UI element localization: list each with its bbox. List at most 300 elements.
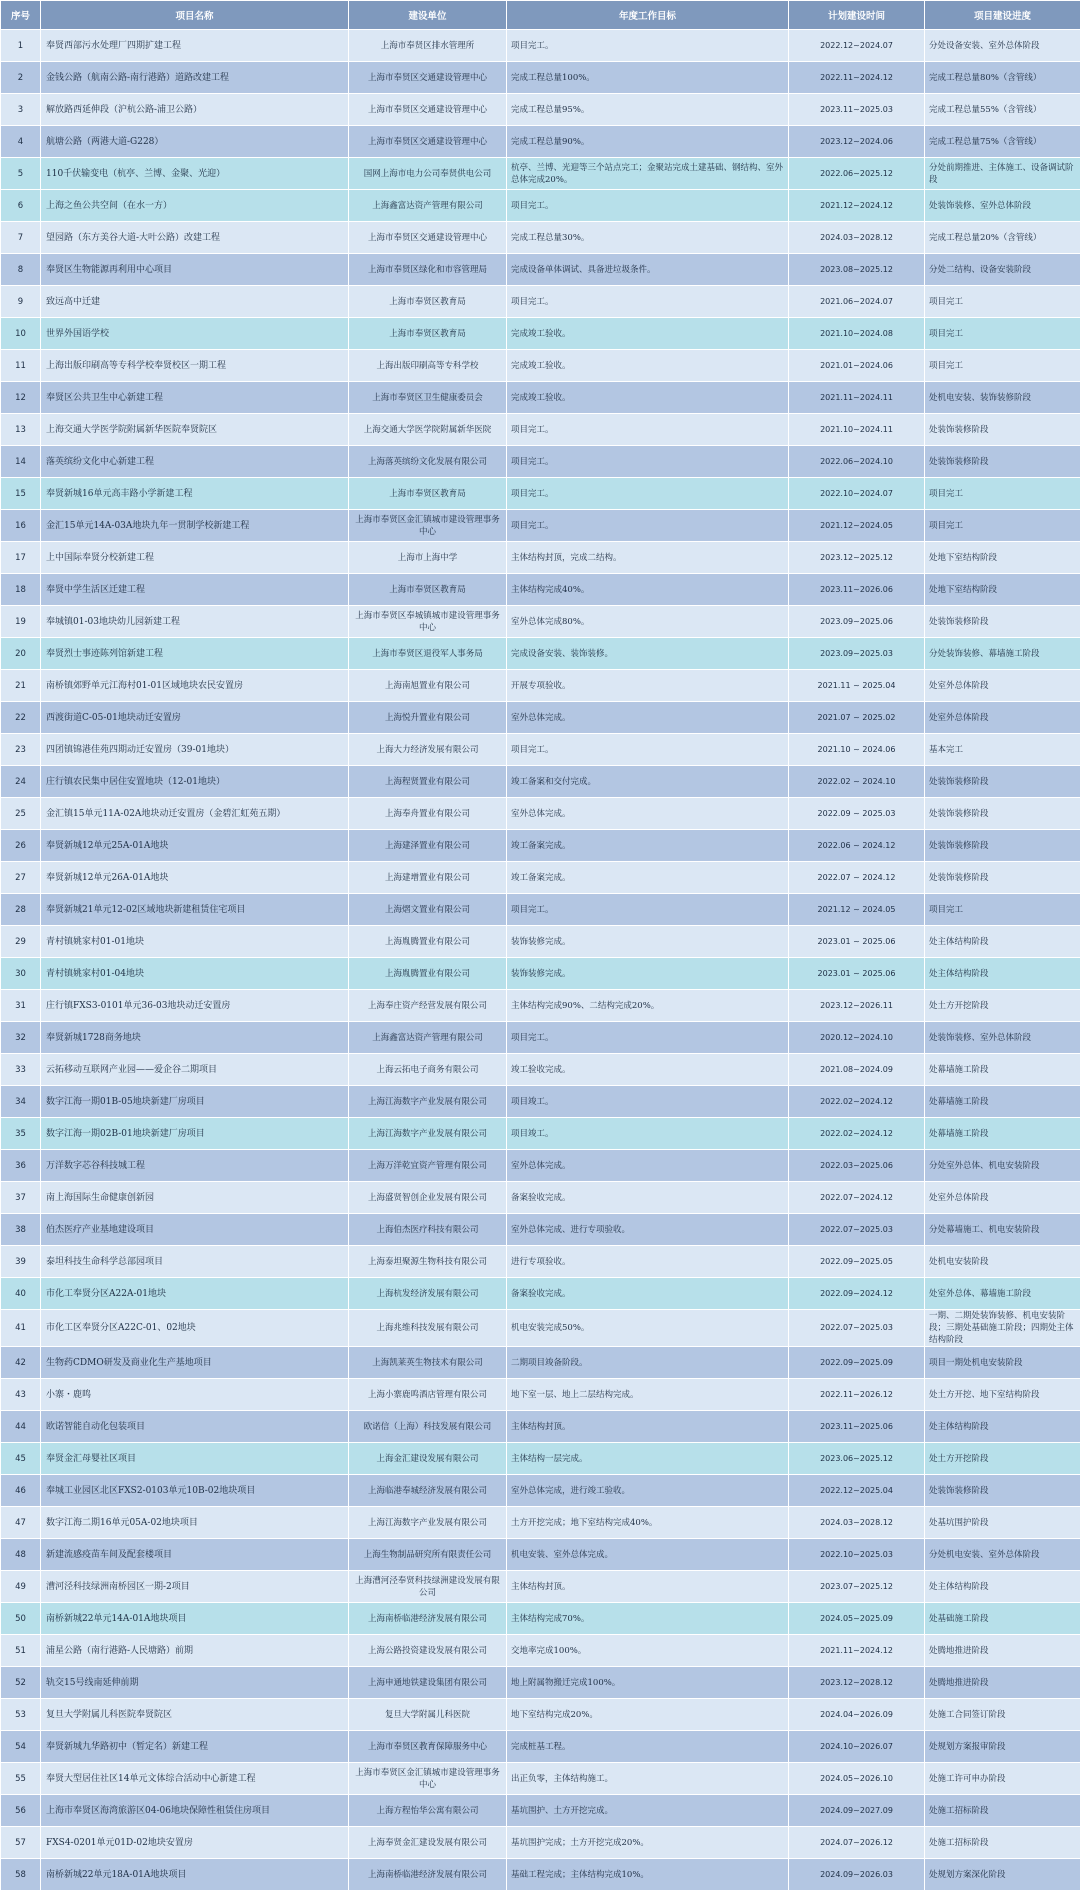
project-name-cell: 奉贤新城九华路初中（暂定名）新建工程 (41, 1731, 349, 1763)
construction-unit-cell: 上海市奉贤区金汇镇城市建设管理事务中心 (349, 510, 507, 542)
progress-cell: 分处二结构、设备安装阶段 (925, 254, 1080, 286)
planned-time-cell: 2022.09~2024.12 (789, 1278, 925, 1310)
serial-number-cell: 33 (1, 1054, 41, 1086)
construction-unit-cell: 上海南桥临港经济发展有限公司 (349, 1859, 507, 1891)
table-row (1, 190, 1080, 222)
serial-number-cell: 35 (1, 1118, 41, 1150)
annual-goal-cell: 室外总体完成、进行专项验收。 (507, 1214, 789, 1246)
annual-goal-cell: 室外总体完成80%。 (507, 606, 789, 638)
annual-goal-cell: 基坑围护、土方开挖完成。 (507, 1795, 789, 1827)
planned-time-cell: 2022.03~2025.06 (789, 1150, 925, 1182)
project-name-cell: 上海交通大学医学院附属新华医院奉贤院区 (41, 414, 349, 446)
planned-time-cell: 2023.12~2025.12 (789, 542, 925, 574)
progress-cell: 处施工招标阶段 (925, 1827, 1080, 1859)
serial-number-cell: 50 (1, 1603, 41, 1635)
annual-goal-cell: 进行专项验收。 (507, 1246, 789, 1278)
project-name-cell: 轨交15号线南延伸前期 (41, 1667, 349, 1699)
annual-goal-cell: 项目竣工。 (507, 1086, 789, 1118)
planned-time-cell: 2022.02 ~ 2024.10 (789, 766, 925, 798)
construction-unit-cell: 上海市奉贤区教育局 (349, 574, 507, 606)
annual-goal-cell: 项目完工。 (507, 478, 789, 510)
construction-unit-cell: 上海鑫富达资产管理有限公司 (349, 1022, 507, 1054)
annual-goal-cell: 土方开挖完成；地下室结构完成40%。 (507, 1507, 789, 1539)
planned-time-cell: 2022.09 ~ 2025.03 (789, 798, 925, 830)
planned-time-cell: 2024.05~2026.10 (789, 1763, 925, 1795)
serial-number-cell: 55 (1, 1763, 41, 1795)
table-row (1, 1731, 1080, 1763)
construction-unit-cell: 上海南旭置业有限公司 (349, 670, 507, 702)
planned-time-cell: 2023.01 ~ 2025.06 (789, 926, 925, 958)
planned-time-cell: 2022.09~2025.05 (789, 1246, 925, 1278)
progress-cell: 处室外总体阶段 (925, 1182, 1080, 1214)
project-name-cell: 奉贤中学生活区迁建工程 (41, 574, 349, 606)
planned-time-cell: 2022.09~2025.09 (789, 1347, 925, 1379)
project-name-cell: 西渡街道C-05-01地块动迁安置房 (41, 702, 349, 734)
planned-time-cell: 2023.06~2025.12 (789, 1443, 925, 1475)
table-row (1, 1182, 1080, 1214)
project-name-cell: 数字江海一期01B-05地块新建厂房项目 (41, 1086, 349, 1118)
serial-number-cell: 23 (1, 734, 41, 766)
planned-time-cell: 2022.11~2024.12 (789, 62, 925, 94)
serial-number-cell: 9 (1, 286, 41, 318)
construction-unit-cell: 上海出版印刷高等专科学校 (349, 350, 507, 382)
annual-goal-cell: 装饰装修完成。 (507, 958, 789, 990)
table-row (1, 1379, 1080, 1411)
progress-cell: 处室外总体阶段 (925, 670, 1080, 702)
progress-cell: 处基坑围护阶段 (925, 1507, 1080, 1539)
project-name-cell: 解放路西延伸段（沪杭公路-浦卫公路） (41, 94, 349, 126)
project-name-cell: 泰坦科技生命科学总部园项目 (41, 1246, 349, 1278)
table-row (1, 798, 1080, 830)
planned-time-cell: 2024.09~2026.03 (789, 1859, 925, 1891)
project-name-cell: 奉城镇01-03地块幼儿园新建工程 (41, 606, 349, 638)
planned-time-cell: 2021.12~2024.12 (789, 190, 925, 222)
progress-cell: 处幕墙施工阶段 (925, 1054, 1080, 1086)
construction-unit-cell: 上海江海数字产业发展有限公司 (349, 1086, 507, 1118)
project-name-cell: 复旦大学附属儿科医院奉贤院区 (41, 1699, 349, 1731)
progress-cell: 处规划方案深化阶段 (925, 1859, 1080, 1891)
table-row (1, 94, 1080, 126)
project-name-cell: 浦星公路（南行港路-人民塘路）前期 (41, 1635, 349, 1667)
progress-cell: 处装饰装修阶段 (925, 1475, 1080, 1507)
annual-goal-cell: 装饰装修完成。 (507, 926, 789, 958)
project-name-cell: 新建流感疫苗车间及配套楼项目 (41, 1539, 349, 1571)
progress-cell: 分处机电安装、室外总体阶段 (925, 1539, 1080, 1571)
table-row (1, 1150, 1080, 1182)
construction-unit-cell: 上海市奉贤区教育保障服务中心 (349, 1731, 507, 1763)
annual-goal-cell: 项目完工。 (507, 1022, 789, 1054)
serial-number-cell: 29 (1, 926, 41, 958)
progress-cell: 处幕墙施工阶段 (925, 1086, 1080, 1118)
project-name-cell: 奉贤西部污水处理厂四期扩建工程 (41, 30, 349, 62)
table-row (1, 1859, 1080, 1891)
construction-unit-cell: 上海云拓电子商务有限公司 (349, 1054, 507, 1086)
table-row (1, 958, 1080, 990)
construction-unit-cell: 上海江海数字产业发展有限公司 (349, 1118, 507, 1150)
planned-time-cell: 2022.07 ~ 2024.12 (789, 862, 925, 894)
progress-cell: 处地下室结构阶段 (925, 542, 1080, 574)
annual-goal-cell: 出正负零，主体结构施工。 (507, 1763, 789, 1795)
header-project-name: 项目名称 (41, 1, 349, 30)
progress-cell: 处腾地推进阶段 (925, 1667, 1080, 1699)
progress-cell: 处基础施工阶段 (925, 1603, 1080, 1635)
table-row (1, 542, 1080, 574)
table-row (1, 510, 1080, 542)
planned-time-cell: 2023.12~2024.06 (789, 126, 925, 158)
project-name-cell: 青村镇姚家村01-01地块 (41, 926, 349, 958)
annual-goal-cell: 机电安装完成50%。 (507, 1310, 789, 1347)
planned-time-cell: 2023.11~2025.03 (789, 94, 925, 126)
planned-time-cell: 2021.06~2024.07 (789, 286, 925, 318)
annual-goal-cell: 主体结构一层完成。 (507, 1443, 789, 1475)
construction-unit-cell: 上海公路投资建设发展有限公司 (349, 1635, 507, 1667)
project-name-cell: 南桥镇郊野单元江海村01-01区域地块农民安置房 (41, 670, 349, 702)
construction-unit-cell: 上海建泽置业有限公司 (349, 830, 507, 862)
progress-cell: 完成工程总量80%（含管线） (925, 62, 1080, 94)
construction-unit-cell: 上海小寨鹿鸣酒店管理有限公司 (349, 1379, 507, 1411)
progress-cell: 处装饰装修阶段 (925, 606, 1080, 638)
construction-unit-cell: 上海市奉贤区卫生健康委员会 (349, 382, 507, 414)
construction-unit-cell: 上海程贤置业有限公司 (349, 766, 507, 798)
progress-cell: 一期、二期处装饰装修、机电安装阶段；三期处基础施工阶段；四期处主体结构阶段 (925, 1310, 1080, 1347)
progress-cell: 处装饰装修阶段 (925, 446, 1080, 478)
construction-unit-cell: 上海伯杰医疗科技有限公司 (349, 1214, 507, 1246)
table-row (1, 734, 1080, 766)
construction-unit-cell: 上海盛贤智创企业发展有限公司 (349, 1182, 507, 1214)
project-name-cell: 南桥新城22单元14A-01A地块项目 (41, 1603, 349, 1635)
serial-number-cell: 25 (1, 798, 41, 830)
progress-cell: 处腾地推进阶段 (925, 1635, 1080, 1667)
serial-number-cell: 45 (1, 1443, 41, 1475)
project-name-cell: FXS4-0201单元01D-02地块安置房 (41, 1827, 349, 1859)
project-name-cell: 奉贤新城12单元26A-01A地块 (41, 862, 349, 894)
construction-unit-cell: 上海杭发经济发展有限公司 (349, 1278, 507, 1310)
table-row (1, 1411, 1080, 1443)
project-name-cell: 上海之鱼公共空间（在水一方） (41, 190, 349, 222)
construction-unit-cell: 上海兆维科技发展有限公司 (349, 1310, 507, 1347)
progress-cell: 处规划方案报审阶段 (925, 1731, 1080, 1763)
progress-cell: 项目一期处机电安装阶段 (925, 1347, 1080, 1379)
project-name-cell: 奉贤新城21单元12-02区域地块新建租赁住宅项目 (41, 894, 349, 926)
annual-goal-cell: 基础工程完成；主体结构完成10%。 (507, 1859, 789, 1891)
annual-goal-cell: 项目完工。 (507, 734, 789, 766)
construction-unit-cell: 上海金汇建设发展有限公司 (349, 1443, 507, 1475)
progress-cell: 处主体结构阶段 (925, 1411, 1080, 1443)
planned-time-cell: 2022.02~2024.12 (789, 1086, 925, 1118)
project-name-cell: 奉贤区生物能源再利用中心项目 (41, 254, 349, 286)
planned-time-cell: 2021.10 ~ 2024.06 (789, 734, 925, 766)
serial-number-cell: 26 (1, 830, 41, 862)
planned-time-cell: 2023.09~2025.06 (789, 606, 925, 638)
planned-time-cell: 2023.07~2025.12 (789, 1571, 925, 1603)
progress-cell: 项目完工 (925, 894, 1080, 926)
annual-goal-cell: 完成竣工验收。 (507, 350, 789, 382)
serial-number-cell: 20 (1, 638, 41, 670)
construction-unit-cell: 上海市奉贤区交通建设管理中心 (349, 94, 507, 126)
progress-cell: 分处装饰装修、幕墙施工阶段 (925, 638, 1080, 670)
construction-unit-cell: 上海万洋乾宜资产管理有限公司 (349, 1150, 507, 1182)
project-name-cell: 南桥新城22单元18A-01A地块项目 (41, 1859, 349, 1891)
table-row (1, 894, 1080, 926)
table-row (1, 1795, 1080, 1827)
annual-goal-cell: 开展专项验收。 (507, 670, 789, 702)
construction-unit-cell: 上海泰坦聚源生物科技有限公司 (349, 1246, 507, 1278)
annual-goal-cell: 完成工程总量100%。 (507, 62, 789, 94)
progress-cell: 处装饰装修阶段 (925, 766, 1080, 798)
serial-number-cell: 54 (1, 1731, 41, 1763)
progress-cell: 分处幕墙施工、机电安装阶段 (925, 1214, 1080, 1246)
table-row (1, 350, 1080, 382)
annual-goal-cell: 完成竣工验收。 (507, 318, 789, 350)
project-name-cell: 致远高中迁建 (41, 286, 349, 318)
serial-number-cell: 14 (1, 446, 41, 478)
planned-time-cell: 2022.06~2025.12 (789, 158, 925, 190)
annual-goal-cell: 项目完工。 (507, 414, 789, 446)
serial-number-cell: 52 (1, 1667, 41, 1699)
project-name-cell: 落英缤纷文化中心新建工程 (41, 446, 349, 478)
construction-unit-cell: 上海市奉贤区教育局 (349, 286, 507, 318)
annual-goal-cell: 地上附属物搬迁完成100%。 (507, 1667, 789, 1699)
table-row (1, 1118, 1080, 1150)
project-name-cell: 万洋数字芯谷科技城工程 (41, 1150, 349, 1182)
progress-cell: 完成工程总量75%（含管线） (925, 126, 1080, 158)
serial-number-cell: 1 (1, 30, 41, 62)
project-name-cell: 生物药CDMO研发及商业化生产基地项目 (41, 1347, 349, 1379)
header-planned-time: 计划建设时间 (789, 1, 925, 30)
construction-unit-cell: 上海凯莱英生物技术有限公司 (349, 1347, 507, 1379)
planned-time-cell: 2020.12~2024.10 (789, 1022, 925, 1054)
annual-goal-cell: 完成设备单体调试、具备进垃圾条件。 (507, 254, 789, 286)
construction-unit-cell: 上海悦升置业有限公司 (349, 702, 507, 734)
project-name-cell: 奉城工业园区北区FXS2-0103单元10B-02地块项目 (41, 1475, 349, 1507)
project-name-cell: 市化工区奉贤分区A22C-01、02地块 (41, 1310, 349, 1347)
progress-cell: 分处室外总体、机电安装阶段 (925, 1150, 1080, 1182)
serial-number-cell: 34 (1, 1086, 41, 1118)
construction-unit-cell: 上海市奉贤区奉城镇城市建设管理事务中心 (349, 606, 507, 638)
annual-goal-cell: 地下室结构完成20%。 (507, 1699, 789, 1731)
table-row (1, 478, 1080, 510)
serial-number-cell: 21 (1, 670, 41, 702)
planned-time-cell: 2022.10~2024.07 (789, 478, 925, 510)
planned-time-cell: 2021.10~2024.08 (789, 318, 925, 350)
annual-goal-cell: 室外总体完成。 (507, 702, 789, 734)
planned-time-cell: 2023.12~2026.11 (789, 990, 925, 1022)
table-row (1, 1086, 1080, 1118)
planned-time-cell: 2021.08~2024.09 (789, 1054, 925, 1086)
progress-cell: 处主体结构阶段 (925, 1571, 1080, 1603)
table-row (1, 158, 1080, 190)
project-name-cell: 世界外国语学校 (41, 318, 349, 350)
annual-goal-cell: 主体结构完成40%。 (507, 574, 789, 606)
progress-cell: 处土方开挖阶段 (925, 1443, 1080, 1475)
project-name-cell: 奉贤大型居住社区14单元文体综合活动中心新建工程 (41, 1763, 349, 1795)
construction-unit-cell: 上海交通大学医学院附属新华医院 (349, 414, 507, 446)
table-row (1, 126, 1080, 158)
table-row (1, 1347, 1080, 1379)
serial-number-cell: 40 (1, 1278, 41, 1310)
table-row (1, 830, 1080, 862)
progress-cell: 分处设备安装、室外总体阶段 (925, 30, 1080, 62)
progress-cell: 处装饰装修、室外总体阶段 (925, 1022, 1080, 1054)
serial-number-cell: 11 (1, 350, 41, 382)
serial-number-cell: 18 (1, 574, 41, 606)
progress-cell: 处室外总体阶段 (925, 702, 1080, 734)
project-name-cell: 110千伏输变电（杭亭、兰博、金聚、光迎） (41, 158, 349, 190)
construction-unit-cell: 上海熠文置业有限公司 (349, 894, 507, 926)
progress-cell: 项目完工 (925, 286, 1080, 318)
table-body (1, 30, 1080, 1891)
serial-number-cell: 6 (1, 190, 41, 222)
serial-number-cell: 13 (1, 414, 41, 446)
table-row (1, 414, 1080, 446)
project-name-cell: 数字江海一期02B-01地块新建厂房项目 (41, 1118, 349, 1150)
planned-time-cell: 2022.12~2025.04 (789, 1475, 925, 1507)
table-row (1, 926, 1080, 958)
table-row (1, 606, 1080, 638)
construction-unit-cell: 复旦大学附属儿科医院 (349, 1699, 507, 1731)
progress-cell: 项目完工 (925, 318, 1080, 350)
project-name-cell: 庄行镇FXS3-0101单元36-03地块动迁安置房 (41, 990, 349, 1022)
annual-goal-cell: 地下室一层、地上二层结构完成。 (507, 1379, 789, 1411)
progress-cell: 处装饰装修阶段 (925, 862, 1080, 894)
serial-number-cell: 38 (1, 1214, 41, 1246)
annual-goal-cell: 主体结构封顶。 (507, 1571, 789, 1603)
project-name-cell: 金汇15单元14A-03A地块九年一贯制学校新建工程 (41, 510, 349, 542)
serial-number-cell: 53 (1, 1699, 41, 1731)
table-row (1, 670, 1080, 702)
annual-goal-cell: 完成桩基工程。 (507, 1731, 789, 1763)
planned-time-cell: 2023.12~2028.12 (789, 1667, 925, 1699)
construction-unit-cell: 上海市奉贤区教育局 (349, 318, 507, 350)
project-name-cell: 奉贤新城1728商务地块 (41, 1022, 349, 1054)
serial-number-cell: 15 (1, 478, 41, 510)
planned-time-cell: 2024.03~2028.12 (789, 1507, 925, 1539)
planned-time-cell: 2022.07~2024.12 (789, 1182, 925, 1214)
project-name-cell: 奉贤烈士事迹陈列馆新建工程 (41, 638, 349, 670)
construction-unit-cell: 上海奉舟置业有限公司 (349, 798, 507, 830)
construction-unit-cell: 上海生物制品研究所有限责任公司 (349, 1539, 507, 1571)
project-name-cell: 上海市奉贤区海湾旅游区04-06地块保障性租赁住房项目 (41, 1795, 349, 1827)
table-row (1, 1054, 1080, 1086)
progress-cell: 处施工许可申办阶段 (925, 1763, 1080, 1795)
planned-time-cell: 2023.08~2025.12 (789, 254, 925, 286)
table-row (1, 1475, 1080, 1507)
annual-goal-cell: 基坑围护完成；土方开挖完成20%。 (507, 1827, 789, 1859)
header-construction-unit: 建设单位 (349, 1, 507, 30)
annual-goal-cell: 项目完工。 (507, 30, 789, 62)
table-header-row (1, 1, 1080, 30)
planned-time-cell: 2024.07~2026.12 (789, 1827, 925, 1859)
project-name-cell: 奉贤区公共卫生中心新建工程 (41, 382, 349, 414)
project-name-cell: 上中国际奉贤分校新建工程 (41, 542, 349, 574)
construction-unit-cell: 上海南桥临港经济发展有限公司 (349, 1603, 507, 1635)
progress-cell: 处土方开挖阶段 (925, 990, 1080, 1022)
project-name-cell: 四团镇锦港佳苑四期动迁安置房（39-01地块） (41, 734, 349, 766)
project-name-cell: 伯杰医疗产业基地建设项目 (41, 1214, 349, 1246)
serial-number-cell: 24 (1, 766, 41, 798)
annual-goal-cell: 项目完工。 (507, 190, 789, 222)
annual-goal-cell: 交地率完成100%。 (507, 1635, 789, 1667)
serial-number-cell: 27 (1, 862, 41, 894)
serial-number-cell: 31 (1, 990, 41, 1022)
construction-unit-cell: 国网上海市电力公司奉贤供电公司 (349, 158, 507, 190)
serial-number-cell: 10 (1, 318, 41, 350)
annual-goal-cell: 竣工验收完成。 (507, 1054, 789, 1086)
planned-time-cell: 2022.02~2024.12 (789, 1118, 925, 1150)
serial-number-cell: 3 (1, 94, 41, 126)
construction-unit-cell: 上海市奉贤区交通建设管理中心 (349, 222, 507, 254)
table-row (1, 1635, 1080, 1667)
table-row (1, 62, 1080, 94)
table-row (1, 1310, 1080, 1347)
serial-number-cell: 7 (1, 222, 41, 254)
planned-time-cell: 2022.12~2024.07 (789, 30, 925, 62)
planned-time-cell: 2022.10~2025.03 (789, 1539, 925, 1571)
serial-number-cell: 49 (1, 1571, 41, 1603)
table-row (1, 638, 1080, 670)
serial-number-cell: 41 (1, 1310, 41, 1347)
progress-cell: 处机电安装阶段 (925, 1246, 1080, 1278)
annual-goal-cell: 竣工备案完成。 (507, 830, 789, 862)
construction-unit-cell: 上海市奉贤区绿化和市容管理局 (349, 254, 507, 286)
serial-number-cell: 5 (1, 158, 41, 190)
serial-number-cell: 42 (1, 1347, 41, 1379)
table-row (1, 446, 1080, 478)
serial-number-cell: 57 (1, 1827, 41, 1859)
progress-cell: 处主体结构阶段 (925, 926, 1080, 958)
construction-unit-cell: 上海申通地铁建设集团有限公司 (349, 1667, 507, 1699)
planned-time-cell: 2023.01 ~ 2025.06 (789, 958, 925, 990)
serial-number-cell: 22 (1, 702, 41, 734)
annual-goal-cell: 杭亭、兰博、光迎等三个站点完工；金聚站完成土建基础、钢结构、室外总体完成20%。 (507, 158, 789, 190)
construction-unit-cell: 上海市奉贤区金汇镇城市建设管理事务中心 (349, 1763, 507, 1795)
annual-goal-cell: 竣工备案和交付完成。 (507, 766, 789, 798)
construction-unit-cell: 上海市上海中学 (349, 542, 507, 574)
planned-time-cell: 2021.11 ~ 2025.04 (789, 670, 925, 702)
table-row (1, 574, 1080, 606)
project-name-cell: 小寨・鹿鸣 (41, 1379, 349, 1411)
table-row (1, 1763, 1080, 1795)
progress-cell: 处机电安装、装饰装修阶段 (925, 382, 1080, 414)
progress-cell: 处室外总体、幕墙施工阶段 (925, 1278, 1080, 1310)
construction-unit-cell: 上海市奉贤区退役军人事务局 (349, 638, 507, 670)
table-row (1, 990, 1080, 1022)
serial-number-cell: 51 (1, 1635, 41, 1667)
planned-time-cell: 2023.09~2025.03 (789, 638, 925, 670)
table-row (1, 862, 1080, 894)
progress-cell: 处施工合同签订阶段 (925, 1699, 1080, 1731)
construction-unit-cell: 上海临港奉城经济发展有限公司 (349, 1475, 507, 1507)
serial-number-cell: 37 (1, 1182, 41, 1214)
header-annual-goal: 年度工作目标 (507, 1, 789, 30)
progress-cell: 处土方开挖、地下室结构阶段 (925, 1379, 1080, 1411)
annual-goal-cell: 主体结构封顶，完成二结构。 (507, 542, 789, 574)
table-row (1, 1571, 1080, 1603)
table-row (1, 1022, 1080, 1054)
construction-unit-cell: 上海市奉贤区交通建设管理中心 (349, 62, 507, 94)
annual-goal-cell: 主体结构封顶。 (507, 1411, 789, 1443)
planned-time-cell: 2021.10~2024.11 (789, 414, 925, 446)
serial-number-cell: 32 (1, 1022, 41, 1054)
construction-unit-cell: 上海市奉贤区交通建设管理中心 (349, 126, 507, 158)
progress-cell: 处幕墙施工阶段 (925, 1118, 1080, 1150)
table-row (1, 1246, 1080, 1278)
table-row (1, 222, 1080, 254)
table-row (1, 382, 1080, 414)
planned-time-cell: 2024.09~2027.09 (789, 1795, 925, 1827)
planned-time-cell: 2021.12~2024.05 (789, 510, 925, 542)
serial-number-cell: 28 (1, 894, 41, 926)
